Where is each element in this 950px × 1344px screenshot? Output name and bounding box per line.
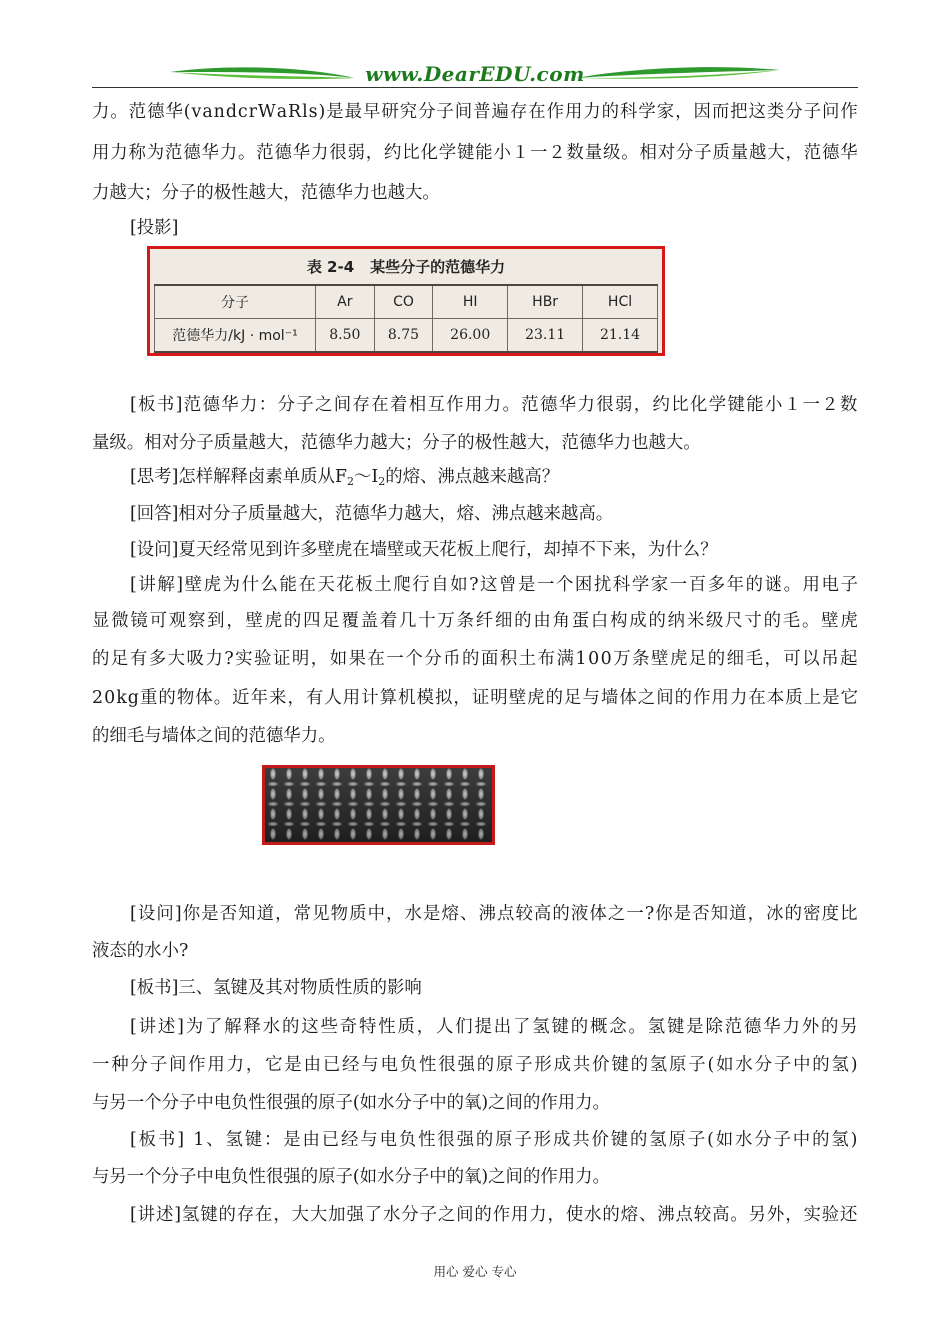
table-header-cell: HI: [433, 285, 508, 319]
text-span: ～I: [353, 467, 379, 487]
text-line: 力越大；分子的极性越大，范德华力也越大。: [92, 183, 440, 203]
text-line: [ 板 书 ] 范 德 华 力 ： 分 子 之 间 存 在 着 相 互 作 用 力 。 范 德 华 力 很 弱 ， 约 比 化 学 键 能 小 １ 一 ２ 数: [130, 395, 858, 415]
header-rule: [92, 87, 858, 88]
subscript: 2: [346, 475, 354, 488]
text-line: 与另一个分子中电负性很强的原子(如水分子中的氧)之间的作用力。: [92, 1167, 610, 1187]
text-line: [设问]夏天经常见到许多壁虎在墙壁或天花板上爬行，却掉不下来，为什么？: [130, 540, 718, 560]
table-title-text: 某些分子的范德华力: [370, 258, 506, 276]
table-number: 表 2-4: [306, 258, 355, 276]
text-line: 一 种 分 子 间 作 用 力 ， 它 是 由 已 经 与 电 负 性 很 强 的 原 子 形 成 共 价 键 的 氢 原 子 ( 如 水 分 子 中 的 氢 ): [92, 1055, 858, 1075]
table-header-cell: HBr: [508, 285, 583, 319]
site-name: www.DearEDU.com: [365, 62, 585, 86]
text-line: 量级。相对分子质量越大，范德华力越大；分子的极性越大，范德华力也越大。: [92, 433, 701, 453]
text-line: [ 设 问 ] 你 是 否 知 道 ， 常 见 物 质 中 ， 水 是 熔 、 沸 点 较 高 的 液 体 之 一 ? 你 是 否 知 道 ， 冰 的 密 度 比: [130, 904, 858, 924]
text-line: 显 微 镜 可 观 察 到 ， 壁 虎 的 四 足 覆 盖 着 几 十 万 条 纤 细 的 由 角 蛋 白 构 成 的 纳 米 级 尺 寸 的 毛 。 壁 虎: [92, 611, 858, 631]
table-cell: 21.14: [583, 319, 658, 353]
page-footer: 用心 爱心 专心: [433, 1264, 517, 1279]
table-header-cell: 分子: [155, 285, 316, 319]
text-line: [130, 465, 559, 494]
text-line: 的细毛与墙体之间的范德华力。: [92, 726, 336, 746]
text-line: 液态的水小?: [92, 941, 189, 961]
text-line: 2 0 k g 重 的 物 体 。 近 年 来 ， 有 人 用 计 算 机 模 拟 ， 证 明 壁 虎 的 足 与 墙 体 之 间 的 作 用 力 在 本 质 上 是 它: [92, 688, 858, 708]
text-span: 的熔、沸点越来越高？: [385, 467, 560, 487]
text-line: [ 板 书 ] 1 、 氢 键 ： 是 由 已 经 与 电 负 性 很 强 的 原 子 形 成 共 价 键 的 氢 原 子 ( 如 水 分 子 中 的 氢 ): [130, 1130, 858, 1150]
table-header-cell: HCl: [583, 285, 658, 319]
vdw-force-table-figure: [147, 246, 665, 356]
text-line: 的 足 有 多 大 吸 力 ? 实 验 证 明 ， 如 果 在 一 个 分 币 的 面 积 土 布 满 1 0 0 万 条 壁 虎 足 的 细 毛 ， 可 以 吊 起: [92, 649, 858, 669]
text-line: [ 讲 述 ] 氢 键 的 存 在 ， 大 大 加 强 了 水 分 子 之 间 的 作 用 力 ， 使 水 的 熔 、 沸 点 较 高 。 另 外 ， 实 验 还: [130, 1205, 858, 1225]
table-title: [150, 256, 662, 277]
table-cell: 8.75: [374, 319, 433, 353]
text-line: [ 讲 述 ] 为 了 解 释 水 的 这 些 奇 特 性 质 ， 人 们 提 出 了 氢 键 的 概 念 。 氢 键 是 除 范 德 华 力 外 的 另: [130, 1017, 858, 1037]
table-cell: 23.11: [508, 319, 583, 353]
table-header-cell: CO: [374, 285, 433, 319]
subscript: 2: [378, 475, 386, 488]
text-line: 力 。 范 德 华 ( v a n d c r W a R l s ) 是 最 早 研 究 分 子 间 普 遍 存 在 作 用 力 的 科 学 家 ， 因 而 把 这 类 分 子 问 作: [92, 102, 858, 122]
text-line: [投影]: [130, 218, 179, 238]
vdw-force-table: [154, 284, 658, 353]
table-row-label: 范德华力/kJ · mol⁻¹: [155, 319, 316, 353]
table-row: [155, 285, 658, 319]
table-header-cell: Ar: [316, 285, 375, 319]
text-line: 与另一个分子中电负性很强的原子(如水分子中的氧)之间的作用力。: [92, 1093, 610, 1113]
text-line: [ 讲 解 ] 壁 虎 为 什 么 能 在 天 花 板 土 爬 行 自 如 ? 这 曾 是 一 个 困 扰 科 学 家 一 百 多 年 的 谜 。 用 电 子: [130, 575, 858, 595]
text-line: [回答]相对分子质量越大，范德华力越大，熔、沸点越来越高。: [130, 504, 614, 524]
text-span: [思考]怎样解释卤素单质从F: [130, 467, 347, 487]
gecko-foot-microscope-photo: [262, 765, 495, 845]
table-row: [155, 319, 658, 353]
site-header-logo: [92, 58, 858, 90]
text-line: [板书]三、氢键及其对物质性质的影响: [130, 978, 422, 998]
table-cell: 26.00: [433, 319, 508, 353]
text-line: 用 力 称 为 范 德 华 力 。 范 德 华 力 很 弱 ， 约 比 化 学 键 能 小 １ 一 ２ 数 量 级 。 相 对 分 子 质 量 越 大 ， 范 德 华: [92, 143, 858, 163]
table-cell: 8.50: [316, 319, 375, 353]
